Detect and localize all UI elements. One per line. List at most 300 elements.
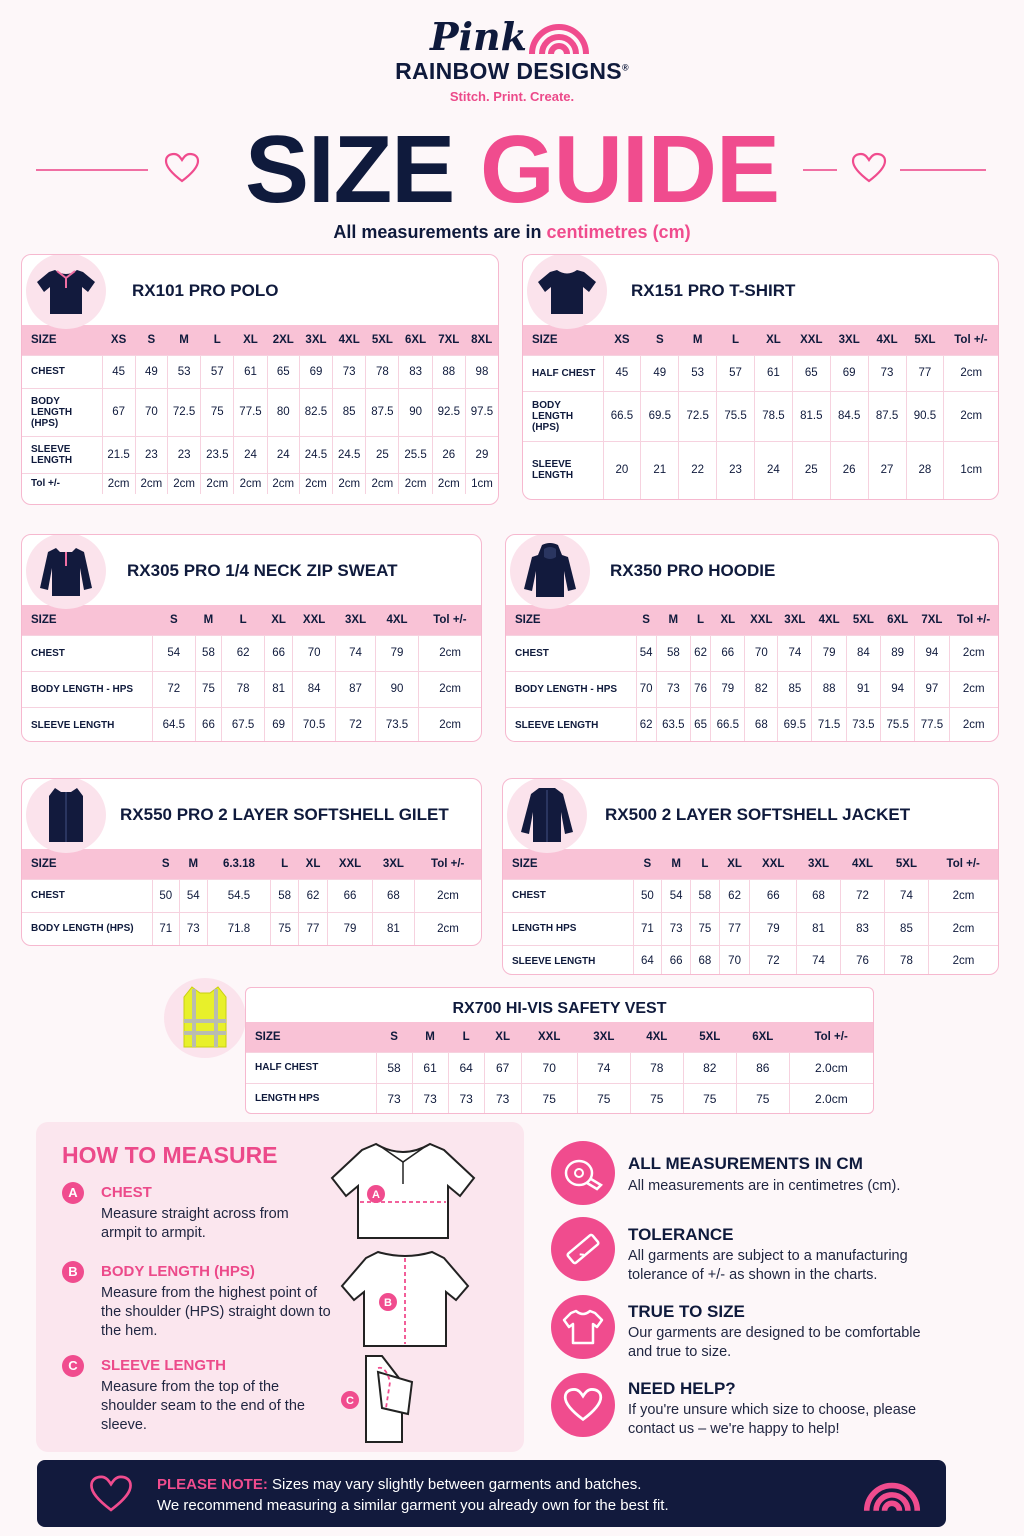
sweat-size-table xyxy=(22,605,481,742)
table-cell: 2cm xyxy=(167,473,200,494)
brand-tagline: Stitch. Print. Create. xyxy=(449,89,575,104)
table-cell: 1cm xyxy=(944,441,998,499)
step-c-badge: C xyxy=(62,1355,84,1377)
jacket-size-table xyxy=(503,849,998,975)
table-cell: 67 xyxy=(102,388,135,436)
table-cell: 2cm xyxy=(267,473,299,494)
table-cell: 2cm xyxy=(949,707,998,742)
column-header: SIZE xyxy=(506,605,636,635)
table-header-row xyxy=(246,1022,873,1052)
column-header: Tol +/- xyxy=(949,605,998,635)
table-cell: 83 xyxy=(399,355,432,388)
table-cell: 64 xyxy=(633,945,662,975)
column-header: M xyxy=(412,1022,448,1052)
column-header: XL xyxy=(711,605,745,635)
table-cell: 21.5 xyxy=(102,436,135,473)
table-cell: 88 xyxy=(812,671,846,707)
table-cell: 75 xyxy=(201,388,234,436)
svg-text:B: B xyxy=(384,1297,392,1309)
table-cell: 2cm xyxy=(333,473,366,494)
row-label: HALF CHEST xyxy=(523,355,603,391)
table-cell: 2cm xyxy=(419,635,481,671)
table-cell: 54 xyxy=(636,635,656,671)
column-header: 5XL xyxy=(906,325,944,355)
column-header: 4XL xyxy=(841,849,885,879)
table-cell: 79 xyxy=(711,671,745,707)
column-header: 5XL xyxy=(846,605,880,635)
note-banner xyxy=(37,1460,946,1527)
column-header: XXL xyxy=(521,1022,577,1052)
table-cell: 72 xyxy=(841,879,885,912)
table-cell: 2cm xyxy=(944,355,998,391)
table-cell: 82 xyxy=(745,671,778,707)
svg-text:C: C xyxy=(346,1395,354,1407)
column-header: XL xyxy=(265,605,292,635)
table-cell: 66 xyxy=(265,635,292,671)
step-b-badge: B xyxy=(62,1261,84,1283)
table-cell: 58 xyxy=(656,635,690,671)
table-cell: 71.8 xyxy=(207,912,271,945)
table-cell: 97 xyxy=(915,671,949,707)
column-header: XXL xyxy=(292,605,336,635)
table-cell: 84 xyxy=(292,671,336,707)
table-cell: 91 xyxy=(846,671,880,707)
svg-text:A: A xyxy=(372,1189,380,1201)
table-cell: 58 xyxy=(196,635,222,671)
table-row xyxy=(22,879,481,912)
table-cell: 49 xyxy=(135,355,167,388)
column-header: L xyxy=(691,849,720,879)
table-cell: 87.5 xyxy=(366,388,399,436)
column-header: 5XL xyxy=(683,1022,736,1052)
table-cell: 26 xyxy=(830,441,868,499)
step-a-text: Measure straight across from armpit to armpit. xyxy=(101,1206,289,1241)
step-b-heading: BODY LENGTH (HPS) xyxy=(101,1263,255,1280)
column-header: SIZE xyxy=(503,849,633,879)
table-row xyxy=(523,355,998,391)
hi-vis-vest-icon xyxy=(178,985,232,1051)
column-header: SIZE xyxy=(22,849,152,879)
column-header: 4XL xyxy=(812,605,846,635)
column-header: XL xyxy=(298,849,327,879)
table-cell: 57 xyxy=(201,355,234,388)
table-cell: 53 xyxy=(679,355,717,391)
table-cell: 69.5 xyxy=(778,707,812,742)
column-header: 4XL xyxy=(333,325,366,355)
column-header: 8XL xyxy=(465,325,498,355)
table-cell: 66 xyxy=(328,879,373,912)
table-cell: 73 xyxy=(412,1083,448,1114)
row-label: SLEEVE LENGTH xyxy=(503,945,633,975)
info-item-tolerance xyxy=(551,1217,615,1281)
table-cell: 2cm xyxy=(928,879,998,912)
column-header: 3XL xyxy=(797,849,841,879)
vest-icon-wrap xyxy=(164,978,246,1058)
gilet-icon xyxy=(41,786,91,844)
brand-script: Pink xyxy=(430,14,527,59)
column-header: Tol +/- xyxy=(944,325,998,355)
row-label: BODY LENGTH (HPS) xyxy=(523,391,603,441)
column-header: XXL xyxy=(328,849,373,879)
column-header: 5XL xyxy=(366,325,399,355)
table-cell: 24.5 xyxy=(333,436,366,473)
table-cell: 90.5 xyxy=(906,391,944,441)
row-label: SLEEVE LENGTH xyxy=(523,441,603,499)
table-cell: 66 xyxy=(662,945,691,975)
table-row xyxy=(246,1083,873,1114)
gilet-size-table xyxy=(22,849,481,945)
table-cell: 84.5 xyxy=(830,391,868,441)
table-row xyxy=(246,1052,873,1083)
table-row xyxy=(22,635,481,671)
table-cell: 61 xyxy=(755,355,793,391)
table-row xyxy=(523,441,998,499)
table-cell: 70 xyxy=(636,671,656,707)
table-cell: 78 xyxy=(366,355,399,388)
row-label: CHEST xyxy=(506,635,636,671)
table-cell: 79 xyxy=(812,635,846,671)
row-label: SLEEVE LENGTH xyxy=(22,707,152,742)
table-cell: 92.5 xyxy=(432,388,465,436)
column-header: XXL xyxy=(750,849,797,879)
polo-shirt-icon xyxy=(35,266,97,316)
column-header: L xyxy=(271,849,299,879)
column-header: XXL xyxy=(745,605,778,635)
table-cell: 2cm xyxy=(432,473,465,494)
table-row xyxy=(503,945,998,975)
table-cell: 73 xyxy=(868,355,906,391)
column-header: SIZE xyxy=(246,1022,376,1052)
column-header: XL xyxy=(234,325,267,355)
table-cell: 65 xyxy=(792,355,830,391)
table-cell: 73 xyxy=(484,1083,521,1114)
table-cell: 77 xyxy=(298,912,327,945)
table-cell: 75.5 xyxy=(717,391,755,441)
table-row xyxy=(22,473,498,494)
table-cell: 63.5 xyxy=(656,707,690,742)
hoodie-size-table xyxy=(506,605,998,742)
row-label: CHEST xyxy=(22,879,152,912)
column-header: 6.3.18 xyxy=(207,849,271,879)
table-cell: 80 xyxy=(267,388,299,436)
rainbow-logo-icon xyxy=(528,14,590,56)
table-cell: 20 xyxy=(603,441,641,499)
row-label: SLEEVE LENGTH xyxy=(506,707,636,742)
table-header-row xyxy=(523,325,998,355)
table-cell: 2cm xyxy=(928,912,998,945)
column-header: S xyxy=(152,849,180,879)
table-cell: 71.5 xyxy=(812,707,846,742)
table-row xyxy=(22,671,481,707)
table-row xyxy=(506,671,998,707)
jacket-title: RX500 2 LAYER SOFTSHELL JACKET xyxy=(605,805,911,824)
table-cell: 84 xyxy=(846,635,880,671)
table-cell: 70 xyxy=(719,945,750,975)
table-cell: 25.5 xyxy=(399,436,432,473)
column-header: SIZE xyxy=(22,605,152,635)
table-cell: 75 xyxy=(271,912,299,945)
step-c-text: Measure from the top of the shoulder seam to the end of the sleeve. xyxy=(101,1379,305,1433)
column-header: L xyxy=(717,325,755,355)
table-cell: 97.5 xyxy=(465,388,498,436)
table-cell: 69 xyxy=(830,355,868,391)
table-cell: 78 xyxy=(884,945,928,975)
row-label: CHEST xyxy=(22,635,152,671)
row-label: HALF CHEST xyxy=(246,1052,376,1083)
column-header: XS xyxy=(102,325,135,355)
hoodie-title: RX350 PRO HOODIE xyxy=(610,561,776,580)
column-header: XL xyxy=(719,849,750,879)
column-header: M xyxy=(180,849,208,879)
step-c-heading: SLEEVE LENGTH xyxy=(101,1357,227,1374)
table-cell: 67 xyxy=(484,1052,521,1083)
table-cell: 23.5 xyxy=(201,436,234,473)
table-cell: 72 xyxy=(750,945,797,975)
table-cell: 73 xyxy=(662,912,691,945)
table-cell: 70 xyxy=(135,388,167,436)
table-row xyxy=(22,355,498,388)
table-cell: 83 xyxy=(841,912,885,945)
table-cell: 58 xyxy=(691,879,720,912)
table-cell: 73 xyxy=(656,671,690,707)
table-cell: 25 xyxy=(792,441,830,499)
table-cell: 81 xyxy=(797,912,841,945)
table-cell: 23 xyxy=(717,441,755,499)
table-row xyxy=(506,707,998,742)
sweat-title: RX305 PRO 1/4 NECK ZIP SWEAT xyxy=(127,561,398,580)
table-cell: 81.5 xyxy=(792,391,830,441)
ruler-icon xyxy=(563,1229,603,1269)
column-header: XL xyxy=(484,1022,521,1052)
row-label: LENGTH HPS xyxy=(246,1083,376,1114)
column-header: M xyxy=(656,605,690,635)
table-cell: 90 xyxy=(375,671,419,707)
table-cell: 68 xyxy=(745,707,778,742)
column-header: 6XL xyxy=(399,325,432,355)
heart-icon xyxy=(563,1387,603,1423)
info-help-heading: NEED HELP? xyxy=(628,1379,736,1398)
table-cell: 66 xyxy=(750,879,797,912)
table-cell: 2.0cm xyxy=(789,1083,873,1114)
table-cell: 2cm xyxy=(949,671,998,707)
table-cell: 79 xyxy=(328,912,373,945)
table-cell: 85 xyxy=(778,671,812,707)
table-header-row xyxy=(22,605,481,635)
table-cell: 54.5 xyxy=(207,879,271,912)
table-cell: 76 xyxy=(841,945,885,975)
table-row xyxy=(22,912,481,945)
table-cell: 75 xyxy=(521,1083,577,1114)
table-header-row xyxy=(503,849,998,879)
step-a-badge: A xyxy=(62,1182,84,1204)
column-header: 2XL xyxy=(267,325,299,355)
table-cell: 75 xyxy=(683,1083,736,1114)
info-item-true-size xyxy=(551,1295,615,1359)
table-cell: 2cm xyxy=(419,671,481,707)
table-cell: 69 xyxy=(265,707,292,742)
card-tshirt xyxy=(522,254,999,500)
column-header: S xyxy=(135,325,167,355)
column-header: S xyxy=(152,605,196,635)
table-cell: 45 xyxy=(603,355,641,391)
table-cell: 70.5 xyxy=(292,707,336,742)
table-cell: 68 xyxy=(372,879,414,912)
table-cell: 61 xyxy=(234,355,267,388)
column-header: S xyxy=(636,605,656,635)
table-cell: 68 xyxy=(797,879,841,912)
column-header: S xyxy=(641,325,679,355)
row-label: CHEST xyxy=(503,879,633,912)
card-vest xyxy=(245,987,874,1114)
card-sweat xyxy=(21,534,482,742)
table-cell: 77 xyxy=(719,912,750,945)
table-cell: 62 xyxy=(690,635,710,671)
table-cell: 24 xyxy=(755,441,793,499)
info-help-text: If you're unsure which size to choose, please contact us – we're happy to help! xyxy=(628,1402,917,1437)
table-row xyxy=(503,912,998,945)
hoodie-icon xyxy=(520,543,580,599)
table-cell: 61 xyxy=(412,1052,448,1083)
table-cell: 54 xyxy=(662,879,691,912)
table-cell: 62 xyxy=(636,707,656,742)
table-cell: 81 xyxy=(265,671,292,707)
table-cell: 77.5 xyxy=(915,707,949,742)
table-cell: 73.5 xyxy=(375,707,419,742)
table-cell: 49 xyxy=(641,355,679,391)
table-cell: 57 xyxy=(717,355,755,391)
table-cell: 75 xyxy=(577,1083,630,1114)
column-header: S xyxy=(633,849,662,879)
card-gilet xyxy=(21,778,482,946)
table-cell: 73 xyxy=(376,1083,412,1114)
table-cell: 72.5 xyxy=(167,388,200,436)
table-cell: 77.5 xyxy=(234,388,267,436)
table-cell: 24.5 xyxy=(299,436,332,473)
table-cell: 72.5 xyxy=(679,391,717,441)
table-cell: 77 xyxy=(906,355,944,391)
step-a-heading: CHEST xyxy=(101,1184,152,1201)
table-row xyxy=(22,436,498,473)
table-cell: 74 xyxy=(797,945,841,975)
table-cell: 45 xyxy=(102,355,135,388)
table-cell: 68 xyxy=(691,945,720,975)
how-to-measure-panel xyxy=(36,1122,524,1452)
column-header: L xyxy=(201,325,234,355)
row-label: SLEEVE LENGTH xyxy=(22,436,102,473)
table-row xyxy=(506,635,998,671)
table-cell: 2cm xyxy=(102,473,135,494)
column-header: 6XL xyxy=(881,605,915,635)
table-cell: 73.5 xyxy=(846,707,880,742)
column-header: M xyxy=(679,325,717,355)
table-cell: 2cm xyxy=(234,473,267,494)
note-text: PLEASE NOTE: Sizes may vary slightly between garments and batches. We recommend measuring a similar garment you already own for the best fit. xyxy=(157,1476,669,1514)
column-header: 3XL xyxy=(778,605,812,635)
table-cell: 62 xyxy=(298,879,327,912)
column-header: 5XL xyxy=(884,849,928,879)
t-shirt-icon xyxy=(536,266,598,316)
table-cell: 69.5 xyxy=(641,391,679,441)
table-cell: 88 xyxy=(432,355,465,388)
table-row xyxy=(22,388,498,436)
vest-title: RX700 HI-VIS SAFETY VEST xyxy=(452,1000,667,1017)
table-cell: 72 xyxy=(336,707,375,742)
table-cell: 74 xyxy=(778,635,812,671)
column-header: XL xyxy=(755,325,793,355)
table-cell: 66 xyxy=(711,635,745,671)
column-header: 3XL xyxy=(336,605,375,635)
table-cell: 2cm xyxy=(414,879,481,912)
table-cell: 2cm xyxy=(201,473,234,494)
info-cm-heading: ALL MEASUREMENTS IN CM xyxy=(628,1154,863,1173)
table-cell: 2cm xyxy=(299,473,332,494)
polo-side-diagram-icon xyxy=(336,1352,416,1444)
page-title: SIZE GUIDE xyxy=(244,116,780,223)
table-cell: 28 xyxy=(906,441,944,499)
table-cell: 74 xyxy=(884,879,928,912)
table-cell: 79 xyxy=(750,912,797,945)
row-label: BODY LENGTH (HPS) xyxy=(22,912,152,945)
table-cell: 54 xyxy=(152,635,196,671)
column-header: Tol +/- xyxy=(419,605,481,635)
table-cell: 64 xyxy=(448,1052,484,1083)
table-cell: 89 xyxy=(881,635,915,671)
table-cell: 62 xyxy=(719,879,750,912)
table-cell: 2cm xyxy=(135,473,167,494)
table-header-row xyxy=(22,325,498,355)
column-header: L xyxy=(221,605,265,635)
info-true-size-text: Our garments are designed to be comfortable and true to size. xyxy=(628,1325,921,1360)
table-cell: 85 xyxy=(333,388,366,436)
table-cell: 24 xyxy=(234,436,267,473)
table-row xyxy=(523,391,998,441)
table-cell: 67.5 xyxy=(221,707,265,742)
heart-icon xyxy=(89,1474,133,1514)
header xyxy=(0,0,1024,250)
gilet-title: RX550 PRO 2 LAYER SOFTSHELL GILET xyxy=(120,805,449,824)
column-header: 3XL xyxy=(372,849,414,879)
table-row xyxy=(503,879,998,912)
table-cell: 64.5 xyxy=(152,707,196,742)
table-cell: 53 xyxy=(167,355,200,388)
table-cell: 2cm xyxy=(928,945,998,975)
zip-sweat-icon xyxy=(36,544,96,598)
row-label: BODY LENGTH (HPS) xyxy=(22,388,102,436)
column-header: Tol +/- xyxy=(414,849,481,879)
column-header: 4XL xyxy=(375,605,419,635)
row-label: LENGTH HPS xyxy=(503,912,633,945)
table-cell: 90 xyxy=(399,388,432,436)
table-cell: 70 xyxy=(521,1052,577,1083)
t-shirt-icon xyxy=(562,1308,604,1346)
table-cell: 70 xyxy=(745,635,778,671)
column-header: Tol +/- xyxy=(928,849,998,879)
column-header: L xyxy=(448,1022,484,1052)
column-header: SIZE xyxy=(523,325,603,355)
table-cell: 26 xyxy=(432,436,465,473)
rainbow-logo-icon xyxy=(863,1472,921,1514)
table-cell: 25 xyxy=(366,436,399,473)
table-cell: 74 xyxy=(336,635,375,671)
table-cell: 78 xyxy=(630,1052,683,1083)
step-b-text: Measure from the highest point of the shoulder (HPS) straight down to the hem. xyxy=(101,1285,331,1339)
column-header: Tol +/- xyxy=(789,1022,873,1052)
table-cell: 2cm xyxy=(949,635,998,671)
column-header: 7XL xyxy=(432,325,465,355)
table-cell: 66.5 xyxy=(603,391,641,441)
column-header: 3XL xyxy=(299,325,332,355)
column-header: SIZE xyxy=(22,325,102,355)
